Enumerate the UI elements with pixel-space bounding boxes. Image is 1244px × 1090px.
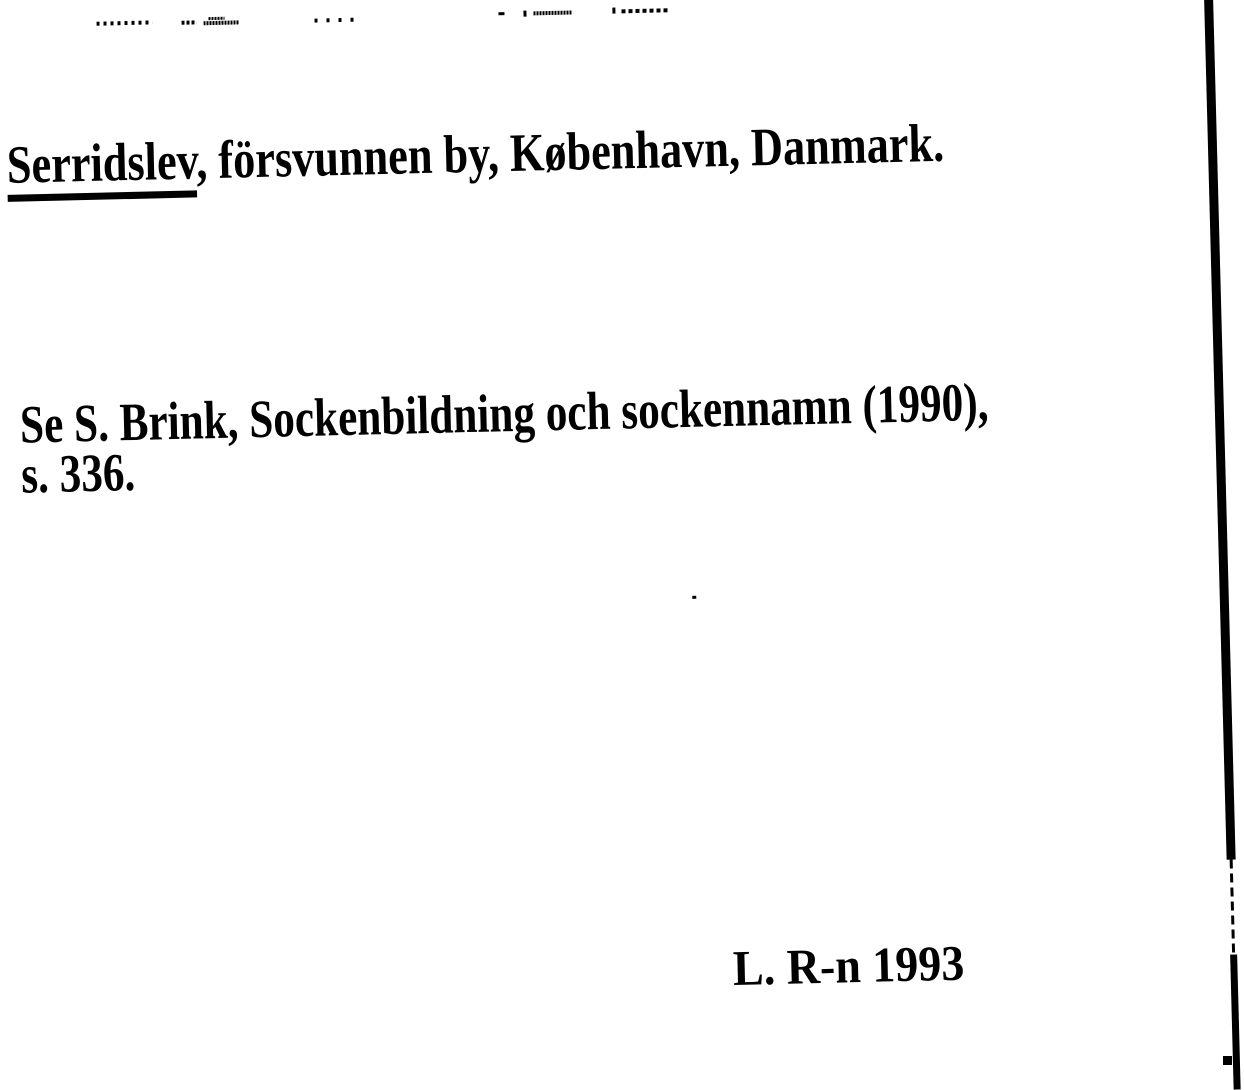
reference-line-1: Se S. Brink, Sockenbildning och sockennamn (1990),	[19, 371, 990, 455]
scan-noise-dots	[182, 20, 197, 24]
entry-headline	[6, 112, 945, 195]
scan-noise-dashes	[621, 8, 669, 13]
scan-noise-dots	[533, 11, 571, 16]
scan-noise-tick	[612, 8, 615, 14]
scan-edge-segment	[1230, 954, 1241, 1089]
signature: L. R-n 1993	[732, 934, 965, 996]
scan-noise-dots	[208, 17, 224, 20]
scan-noise-corner-dot	[1223, 1056, 1232, 1065]
reference-line-2: s. 336.	[20, 441, 136, 505]
scan-noise-dots	[315, 18, 357, 23]
entry-description: , försvunnen by, København, Danmark.	[195, 112, 945, 191]
scan-noise-tick	[523, 11, 526, 17]
scan-noise-dash	[498, 12, 504, 15]
scan-noise-speck	[692, 596, 696, 599]
scan-edge-segment	[1230, 860, 1235, 955]
reference-block	[19, 371, 990, 505]
entry-headword: Serridslev	[6, 130, 197, 201]
scan-noise-dots	[97, 20, 153, 25]
scan-noise-dots	[204, 20, 239, 25]
